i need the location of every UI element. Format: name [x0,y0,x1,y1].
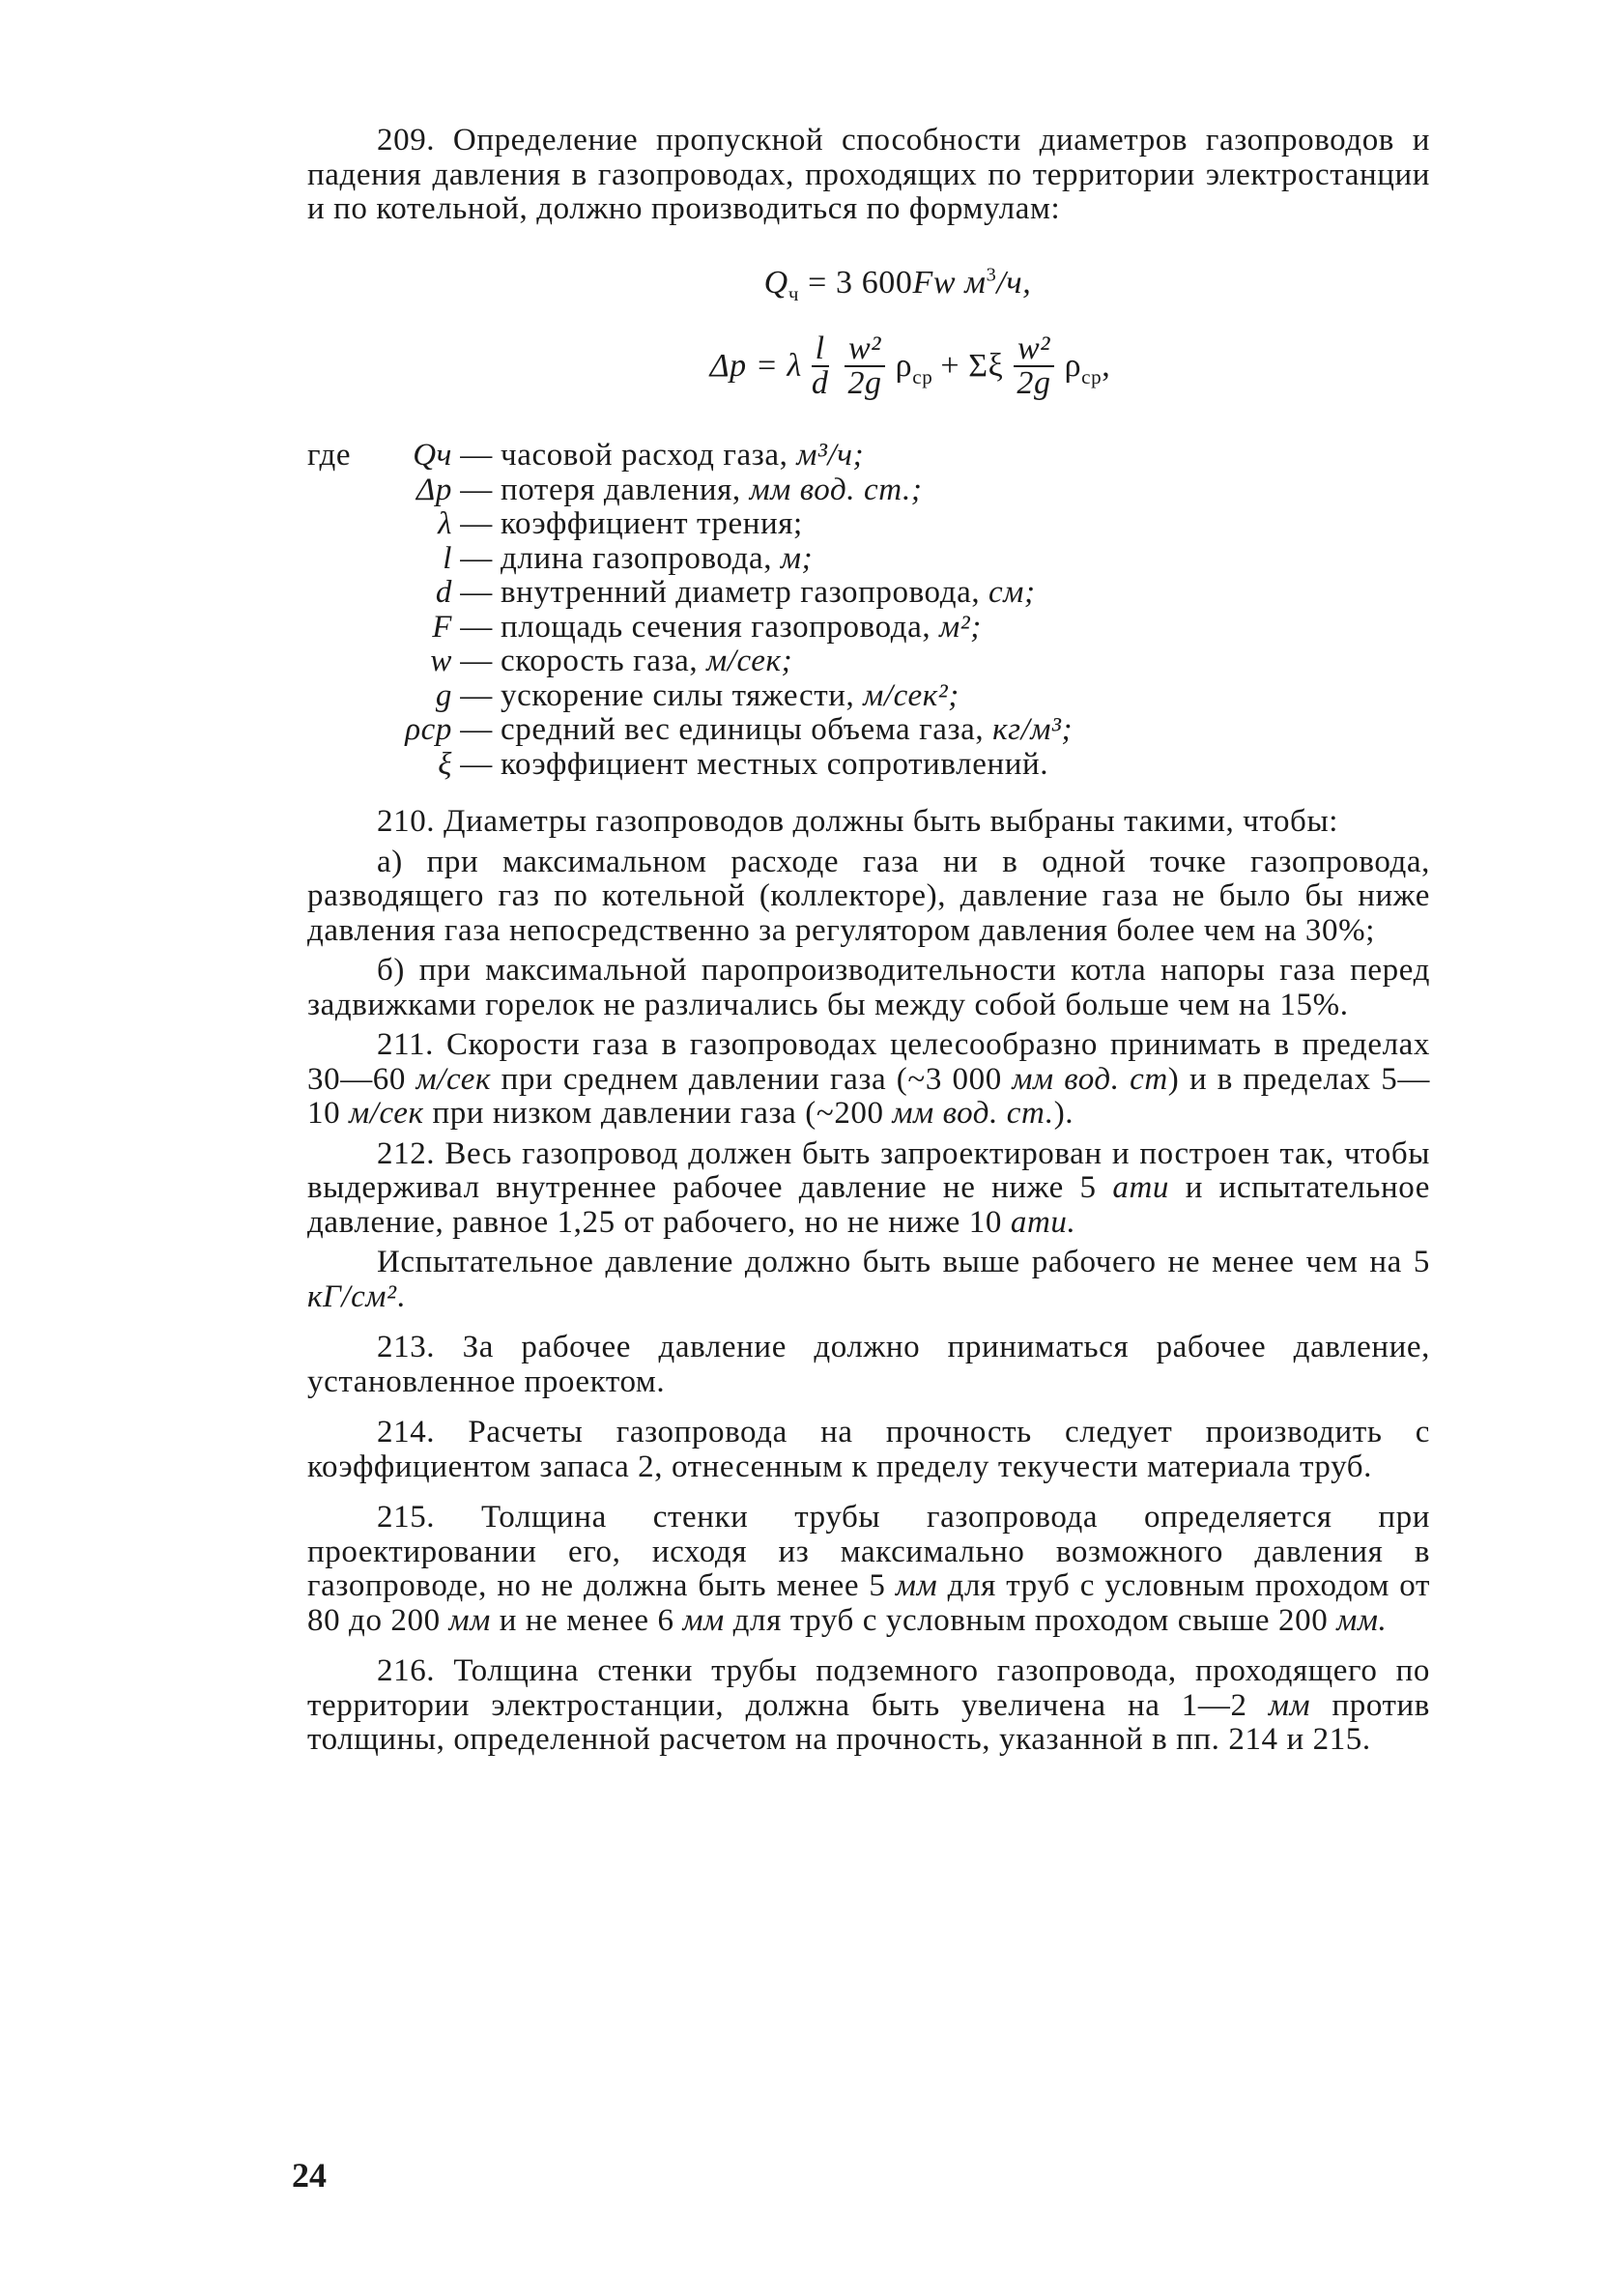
definition-row: Δp — потеря давления, мм вод. ст.; [307,474,1430,508]
definition-unit: мм вод. ст.; [749,472,923,507]
definition-text: коэффициент местных сопротивлений. [501,746,1049,782]
definition-text: коэффициент трения; [501,506,803,541]
definition-text: площадь сечения газопровода, [501,609,940,645]
definition-unit: м²; [939,609,982,645]
formula-rhs: = 3 600 [808,264,913,301]
formula-lhs: Q [763,264,788,301]
definition-row: F — площадь сечения газопровода, м²; [307,611,1430,646]
definition-row: λ — коэффициент трения; [307,507,1430,542]
paragraph-212: 212. Весь газопровод должен быть запроектирован и построен так, чтобы выдерживал внутреннее рабочее давление не ниже 5 ати и испытательное давление, равное 1,25 от рабочего, но не ниже 10 ати. [307,1135,1430,1240]
definition-row: ξ — коэффициент местных сопротивлений. [307,748,1430,783]
page-number: 24 [292,2156,327,2195]
definition-text: длина газопровода, [501,540,781,576]
definition-text: средний вес единицы объема газа, [501,712,993,747]
definition-row: d — внутренний диаметр газопровода, см; [307,576,1430,611]
rho-sub-second: ср [1081,365,1103,389]
fraction-w2-over-2g [844,332,885,400]
sum-xi: + Σξ [940,348,1004,385]
fraction-numerator: w² [845,332,885,367]
definition-text: внутренний диаметр газопровода, [501,575,989,610]
definition-text: часовой расход газа, [501,438,797,473]
formula-unit: м [964,264,987,301]
definition-text: ускорение силы тяжести, [501,677,864,713]
paragraph-212-test-pressure: Испытательное давление должно быть выше рабочего не менее чем на 5 кГ/см². [307,1245,1430,1314]
formula-lhs-sub: ч [788,281,800,305]
paragraph-210a: а) при максимальном расходе газа ни в одной точке газопровода, разводящего газ по котельной (коллекторе), давление газа не было бы ниже давления газа непосредственно за регулятором давления более чем на 30%; [307,844,1430,948]
definition-row: l — длина газопровода, м; [307,542,1430,577]
rho-symbol: ρ [895,348,913,385]
definition-unit: м/сек; [706,644,793,678]
paragraph-216: 216. Толщина стенки трубы подземного газопровода, проходящего по территории электростанции, должна быть увеличена на 1—2 мм против толщины, определенной расчетом на прочность, указанной в пп. 214 и 215. [307,1653,1430,1757]
definition-unit: кг/м³; [992,712,1074,747]
definition-var: w [430,644,452,678]
formula2-tail: , [1102,348,1111,385]
rho-symbol-second: ρ [1064,348,1082,385]
definition-lead: где [307,438,352,473]
fraction-l-over-d [808,332,833,400]
paragraph-213: 213. За рабочее давление должно приниматься рабочее давление, установленное проектом. [307,1330,1430,1399]
definition-row: g — ускорение силы тяжести, м/сек²; [307,679,1430,714]
definition-text: потеря давления, [501,472,750,507]
formula2-lhs: Δp = λ [709,348,802,385]
formula-pressure-drop [307,332,1430,400]
definition-unit: м³/ч; [796,438,865,473]
definition-unit: см; [988,575,1036,610]
definition-var: ξ [438,746,452,782]
definition-unit: м/сек²; [863,677,960,713]
definition-var: λ [438,506,452,541]
variable-definitions [307,439,1430,782]
paragraph-214: 214. Расчеты газопровода на прочность следует производить с коэффициентом запаса 2, отнесенным к пределу текучести материала труб. [307,1415,1430,1484]
definition-var: F [432,609,452,645]
rho-sub: ср [912,365,933,389]
definition-unit: м; [780,540,814,576]
formula-unit-tail: /ч, [996,264,1032,301]
definition-text: скорость газа, [501,644,707,678]
fraction-denominator: 2g [847,365,882,401]
paragraph-210: 210. Диаметры газопроводов должны быть выбраны такими, чтобы: [377,804,1338,839]
definition-var: ρср [405,712,452,747]
formula-vars: Fw [912,264,957,301]
definition-var: l [443,540,452,576]
paragraph-211: 211. Скорости газа в газопроводах целесообразно принимать в пределах 30—60 м/сек при среднем давлении газа (~3 000 мм вод. ст) и в пределах 5—10 м/сек при низком давлении газа (~200 мм вод. ст.). [307,1027,1430,1131]
definition-row: где Qч — часовой расход газа, м³/ч; [307,438,865,473]
definition-var: d [435,575,452,610]
paragraph-210b: б) при максимальной паропроизводительности котла напоры газа перед задвижками горелок не различались бы между собой больше чем на 15%. [307,953,1430,1022]
paragraph-215: 215. Толщина стенки трубы газопровода определяется при проектировании его, исходя из максимально возможного давления в газопроводе, но не должна быть менее 5 мм для труб с условным проходом от 80 до 200 мм и не менее 6 мм для труб с условным проходом свыше 200 мм. [307,1500,1430,1638]
paragraph-209: 209. Определение пропускной способности диаметров газопроводов и падения давления в газопроводах, проходящих по территории электростанции и по котельной, должно производиться по формулам: [307,123,1430,226]
definition-var: Qч [413,438,452,473]
fraction-numerator: w² [1014,332,1054,367]
page-body [307,124,1430,1758]
formula-flow-rate [307,264,1430,305]
fraction-denominator: d [811,365,829,401]
definition-row: w — скорость газа, м/сек; [307,645,1430,679]
fraction-w2-over-2g-second [1013,332,1054,400]
fraction-denominator: 2g [1017,365,1051,401]
definition-var: g [435,677,452,713]
definition-var: Δp [415,472,452,507]
formula-unit-sup: 3 [986,264,997,286]
fraction-numerator: l [812,332,829,367]
definition-row: ρср — средний вес единицы объема газа, кг/м³; [307,713,1430,748]
